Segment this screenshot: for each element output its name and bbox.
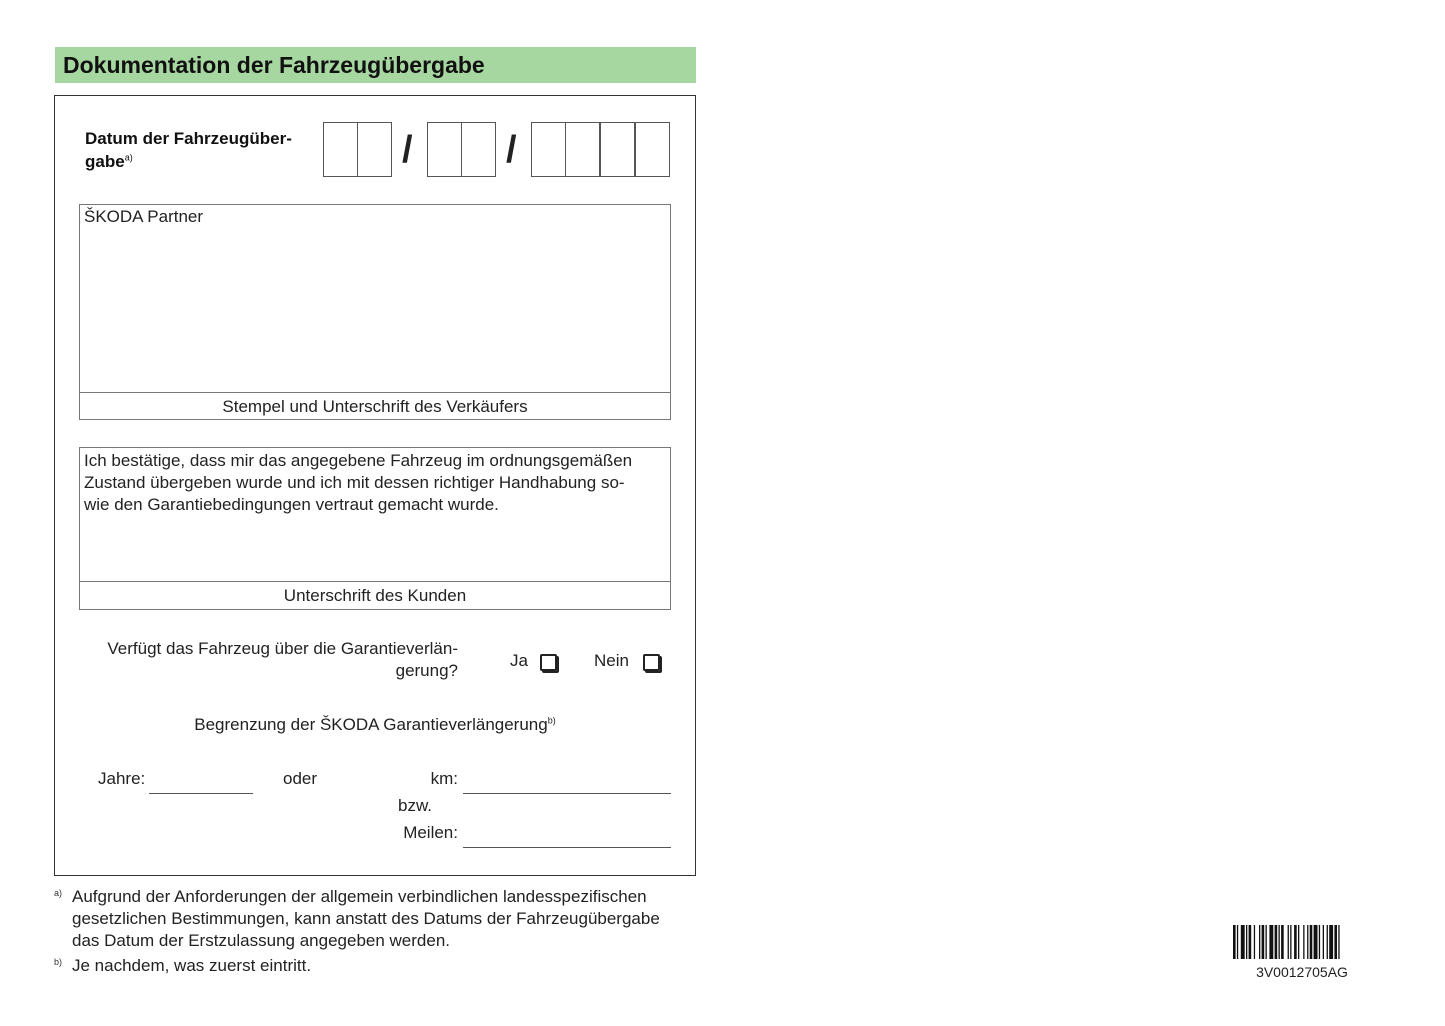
limit-footnote-mark: b) [547, 715, 556, 726]
limit-heading-text: Begrenzung der ŠKODA Garantieverlängerung [194, 715, 548, 734]
barcode-bar [1233, 925, 1236, 959]
footnote-mark: b) [54, 957, 63, 967]
date-footnote-mark: a) [124, 152, 133, 163]
barcode-bar [1279, 925, 1280, 959]
dealer-stamp-box[interactable] [79, 204, 671, 420]
confirmation-line: Zustand übergeben wurde und ich mit dessen richtiger Handhabung so- [84, 473, 625, 492]
confirmation-line: Ich bestätige, dass mir das angegebene Fahrzeug im ordnungsgemäßen [84, 451, 633, 470]
date-month-digit-1[interactable] [427, 122, 462, 177]
date-day-digit-1[interactable] [323, 122, 358, 177]
barcode-bar [1254, 925, 1255, 959]
barcode [1233, 925, 1371, 959]
date-label [85, 127, 310, 173]
customer-signature-caption: Unterschrift des Kunden [79, 581, 671, 609]
barcode-bar [1338, 925, 1339, 959]
warranty-question [95, 638, 458, 682]
barcode-bar [1294, 925, 1297, 959]
date-month-digit-2[interactable] [461, 122, 496, 177]
barcode-bar [1246, 925, 1247, 959]
page-title: Dokumentation der Fahrzeugübergabe [55, 47, 696, 83]
footnote-line: das Datum der Erstzulassung angegeben werden. [72, 931, 451, 950]
miles-label: Meilen: [403, 823, 458, 842]
no-label: Nein [594, 651, 629, 670]
no-checkbox[interactable] [643, 654, 660, 671]
date-label-line2: gabe [85, 152, 125, 171]
dealer-heading: ŠKODA Partner [84, 207, 204, 226]
date-year-digit-3[interactable] [600, 122, 635, 177]
yes-checkbox[interactable] [540, 654, 557, 671]
barcode-bar [1275, 925, 1278, 959]
barcode-bar [1298, 925, 1299, 959]
barcode-bar [1237, 925, 1238, 959]
footnote-mark: a) [54, 888, 63, 898]
date-separator: / [506, 129, 517, 171]
limit-heading [79, 714, 671, 736]
barcode-bar [1323, 925, 1324, 959]
barcode-bar [1310, 925, 1313, 959]
barcode-bar [1262, 925, 1265, 959]
date-year-digit-4[interactable] [635, 122, 670, 177]
warranty-question-line2: gerung? [395, 661, 458, 680]
date-day-digit-2[interactable] [357, 122, 392, 177]
barcode-bar [1307, 925, 1308, 959]
confirmation-line: wie den Garantiebedingungen vertraut gemacht wurde. [84, 495, 499, 514]
km-label: km: [430, 769, 458, 788]
years-label: Jahre: [98, 769, 146, 788]
footnote-a [72, 886, 692, 952]
footnote-line: Aufgrund der Anforderungen der allgemein verbindlichen landesspezifischen [72, 887, 647, 906]
barcode-bar [1303, 925, 1304, 959]
barcode-code: 3V0012705AG [1256, 964, 1348, 980]
barcode-bar [1327, 925, 1328, 959]
barcode-bar [1281, 925, 1284, 959]
footnote-line: gesetzlichen Bestimmungen, kann anstatt des Datums der Fahrzeugübergabe [72, 909, 660, 928]
barcode-bar [1269, 925, 1273, 959]
date-year-digit-1[interactable] [531, 122, 566, 177]
barcode-bar [1259, 925, 1260, 959]
dealer-signature-caption: Stempel und Unterschrift des Verkäufers [79, 392, 671, 420]
barcode-bar [1334, 925, 1337, 959]
or-label: oder [283, 769, 318, 788]
bzw-label: bzw. [398, 796, 433, 815]
barcode-bar [1241, 925, 1245, 959]
barcode-bar [1249, 925, 1252, 959]
date-year-digit-2[interactable] [565, 122, 600, 177]
footnote-b: Je nachdem, was zuerst eintritt. [72, 956, 312, 975]
date-label-line1: Datum der Fahrzeugüber- [85, 129, 292, 148]
barcode-graphic [1233, 925, 1371, 959]
barcode-bar [1314, 925, 1318, 959]
customer-confirmation-text [84, 450, 632, 516]
barcode-bar [1319, 925, 1320, 959]
barcode-bar [1288, 925, 1289, 959]
barcode-bar [1290, 925, 1291, 959]
km-input-line[interactable] [463, 792, 671, 794]
warranty-question-line1: Verfügt das Fahrzeug über die Garantieverlän- [107, 639, 458, 658]
barcode-bar [1266, 925, 1267, 959]
years-input-line[interactable] [149, 792, 253, 794]
date-separator: / [402, 129, 413, 171]
miles-input-line[interactable] [463, 846, 671, 848]
yes-label: Ja [510, 651, 528, 670]
barcode-bar [1329, 925, 1333, 959]
